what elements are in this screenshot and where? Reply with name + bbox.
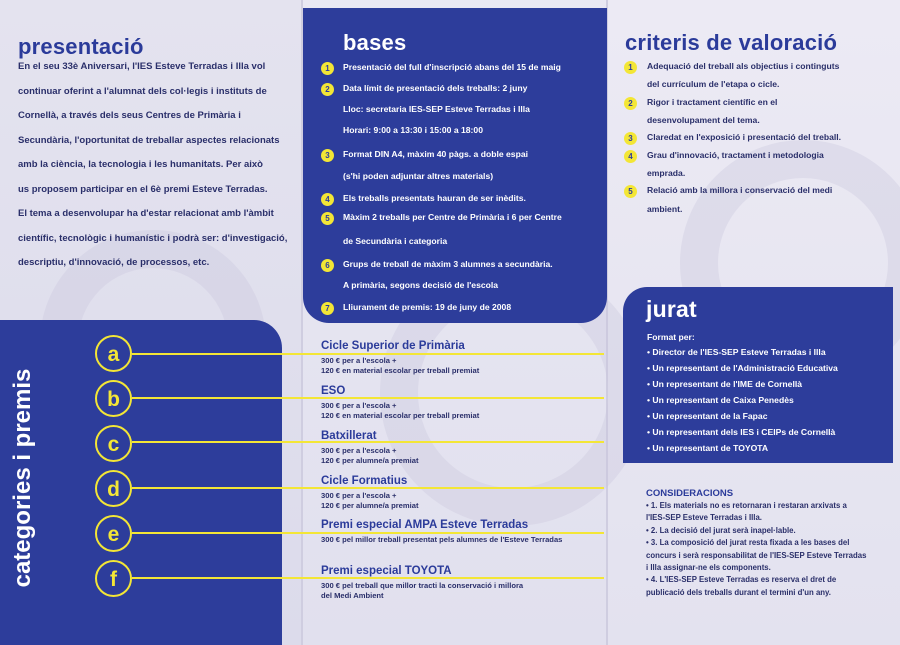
category-prize: 300 € per a l'escola + 120 € per alumne/a premiat: [321, 491, 419, 510]
criteris-item-text: Adequació del treball als objectius i continguts: [647, 61, 840, 71]
consideracions-line: • 1. Els materials no es retornaran i restaran arxivats a: [646, 501, 847, 510]
category-name: Premi especial TOYOTA: [321, 565, 452, 577]
criteris-item-text: emprada.: [647, 168, 686, 178]
presentacio-title: presentació: [18, 34, 144, 59]
criteris-item-text: desenvolupament del tema.: [647, 115, 760, 125]
consideracions-line: • 2. La decisió del jurat serà inapel·lable.: [646, 525, 796, 535]
criteris-title: criteris de valoració: [625, 30, 838, 55]
bases-item-text: de Secundària i categoria: [343, 236, 448, 246]
bases-item-text: Format DIN A4, màxim 40 pàgs. a doble espai: [343, 149, 528, 159]
presentacio-text: En el seu 33è Aniversari, l'IES Esteve Terradas i Illa vol continuar oferint a l'alumnat dels col·legis i instituts de Cornellà, a través dels seus Centres de Primària i Secundària, l'oportunitat de treballar aspectes relacionats amb la ciència, la tecnologia i les humanitats. Per això us proposem participar en el 6è premi Esteve Terradas. El tema a desenvolupar ha d'estar relacionat amb l'àmbit científic, tecnològic i humanístic i podrà ser: d'investigació, descriptiu, d'innovació, de processos, etc.: [18, 61, 288, 268]
category-prize: 300 € per a l'escola + 120 € per alumne/a premiat: [321, 446, 419, 465]
consideracions-line: concurs i serà responsabilitat de l'IES-SEP Esteve Terradas: [646, 550, 867, 560]
category-letter-f: f: [95, 560, 132, 597]
consideracions-line: l'IES-SEP Esteve Terradas i Illa.: [646, 513, 762, 523]
bases-item-number: 4: [321, 193, 334, 206]
jurat-title: jurat: [646, 296, 697, 322]
criteris-item-number: 2: [624, 97, 637, 110]
criteris-item-text: Rigor i tractament científic en el: [647, 97, 778, 107]
consideracions-title: CONSIDERACIONS: [646, 488, 734, 499]
category-prize: 300 € per a l'escola + 120 € en material escolar per treball premiat: [321, 356, 480, 375]
bases-item-text: Presentació del full d'inscripció abans del 15 de maig: [343, 62, 561, 72]
bases-item-text: Màxim 2 treballs per Centre de Primària i 6 per Centre: [343, 212, 562, 222]
category-name: ESO: [321, 385, 346, 397]
bases-item-text: Grups de treball de màxim 3 alumnes a secundària.: [343, 259, 553, 269]
category-line: [132, 397, 604, 399]
category-name: Cicle Superior de Primària: [321, 340, 465, 352]
jurat-member: • Un representant de Caixa Penedès: [647, 395, 794, 405]
category-letter-b: b: [95, 380, 132, 417]
bases-title: bases: [343, 30, 407, 55]
category-prize: 300 € pel millor treball presentat pels alumnes de l'Esteve Terradas: [321, 535, 563, 544]
category-name: Premi especial AMPA Esteve Terradas: [321, 519, 529, 531]
category-prize: 300 € pel treball que millor tracti la conservació i millora del Medi Ambient: [321, 581, 524, 600]
criteris-item-number: 4: [624, 150, 637, 163]
categories-title: categories i premis: [9, 368, 36, 588]
jurat-member: • Un representant dels IES i CEIPs de Cornellà: [647, 427, 836, 437]
bases-item-text: Els treballs presentats hauran de ser inèdits.: [343, 193, 526, 203]
consideracions-line: • 4. L'IES-SEP Esteve Terradas es reserva el dret de: [646, 575, 837, 585]
category-letter-d: d: [95, 470, 132, 507]
bases-item-number: 6: [321, 259, 334, 272]
bases-item-number: 7: [321, 302, 334, 315]
criteris-item-number: 1: [624, 61, 637, 74]
criteris-item-number: 3: [624, 132, 637, 145]
bases-item-text: (s'hi poden adjuntar altres materials): [343, 171, 494, 181]
jurat-member: • Un representant de l'Administració Educativa: [647, 363, 838, 373]
consideracions-line: i Illa assignar-ne els components.: [646, 563, 771, 572]
bases-item-number: 5: [321, 212, 334, 225]
bases-item-number: 1: [321, 62, 334, 75]
category-name: Cicle Formatius: [321, 475, 408, 487]
consideracions-line: publicació dels treballs durant el termini d'un any.: [646, 587, 831, 597]
criteris-item-number: 5: [624, 185, 637, 198]
category-line: [132, 532, 604, 534]
criteris-item-text: ambient.: [647, 204, 683, 214]
criteris-item-text: Claredat en l'exposició i presentació del treball.: [647, 132, 842, 142]
bases-item-number: 2: [321, 83, 334, 96]
bases-item-number: 3: [321, 149, 334, 162]
jurat-intro: Format per:: [647, 332, 695, 342]
bases-item-text: Lliurament de premis: 19 de juny de 2008: [343, 302, 512, 312]
criteris-item-text: Grau d'innovació, tractament i metodologia: [647, 150, 824, 160]
category-line: [132, 487, 604, 489]
category-name: Batxillerat: [321, 430, 377, 442]
category-line: [132, 353, 604, 355]
consideracions-line: • 3. La composició del jurat resta fixada a les bases del: [646, 538, 850, 548]
bases-item-text: A primària, segons decisió de l'escola: [343, 280, 499, 290]
categories-box: [0, 320, 282, 645]
category-letter-e: e: [95, 515, 132, 552]
bases-item-text: Lloc: secretaria IES-SEP Esteve Terradas i Illa: [343, 104, 530, 114]
category-letter-a: a: [95, 335, 132, 372]
bases-item-text: Data límit de presentació dels treballs: 2 juny: [343, 83, 528, 93]
jurat-member: • Un representant de l'IME de Cornellà: [647, 379, 802, 389]
category-line: [132, 577, 604, 579]
criteris-item-text: del currículum de l'etapa o cicle.: [647, 79, 780, 89]
category-prize: 300 € per a l'escola + 120 € en material escolar per treball premiat: [321, 401, 480, 420]
bases-item-text: Horari: 9:00 a 13:30 i 15:00 a 18:00: [343, 125, 483, 135]
category-letter-c: c: [95, 425, 132, 462]
jurat-member: • Un representant de la Fapac: [647, 411, 768, 421]
jurat-member: • Director de l'IES-SEP Esteve Terradas i Illa: [647, 347, 826, 357]
criteris-item-text: Relació amb la millora i conservació del medi: [647, 185, 833, 195]
jurat-member: • Un representant de TOYOTA: [647, 443, 769, 453]
